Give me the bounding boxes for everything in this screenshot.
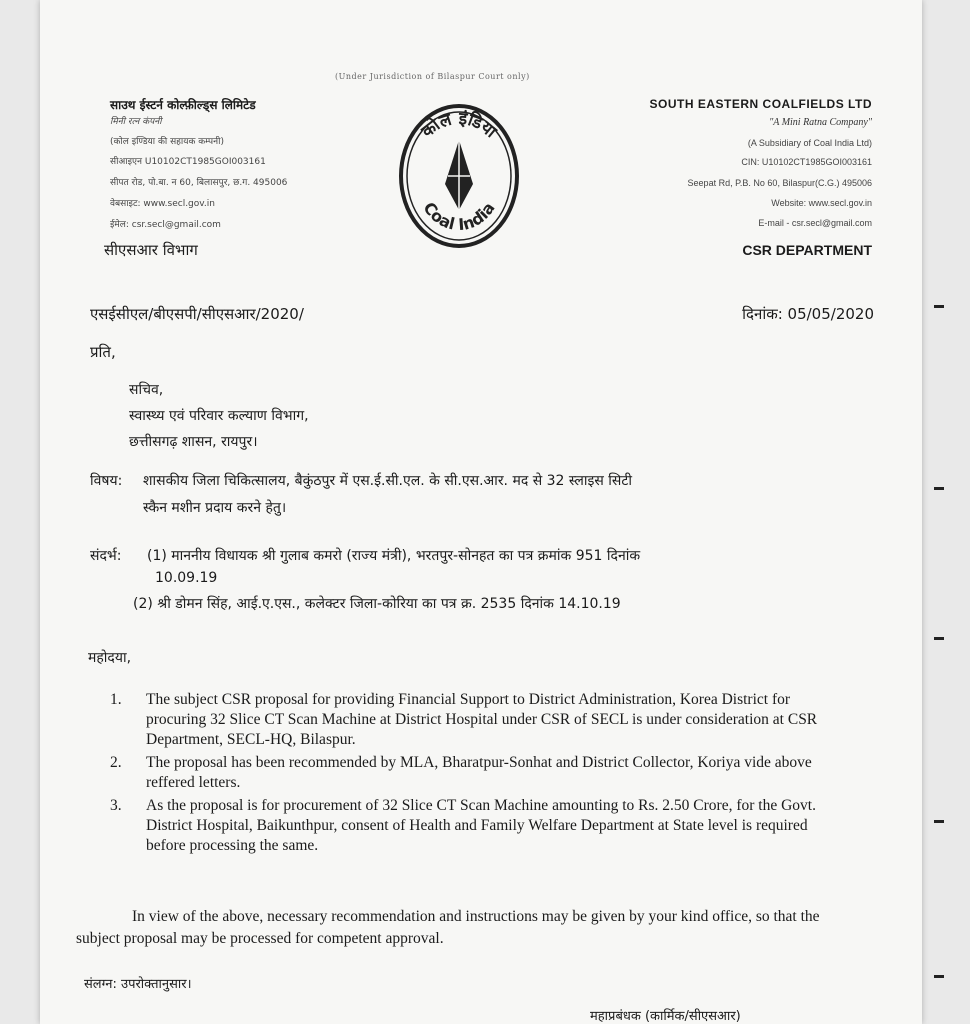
margin-mark bbox=[934, 637, 944, 640]
reference-number: एसईसीएल/बीएसपी/सीएसआर/2020/ bbox=[90, 305, 304, 323]
jurisdiction-note: (Under Jurisdiction of Bilaspur Court only) bbox=[335, 72, 530, 81]
list-item bbox=[110, 753, 830, 793]
email-english: E-mail - csr.secl@gmail.com bbox=[758, 218, 872, 228]
addressee-line: सचिव, bbox=[129, 382, 164, 398]
salutation: महोदया, bbox=[88, 650, 132, 666]
list-item bbox=[110, 690, 830, 750]
department-hindi: सीएसआर विभाग bbox=[104, 241, 198, 259]
to-label: प्रति, bbox=[90, 343, 116, 361]
subsidiary-hindi: (कोल इण्डिया की सहायक कम्पनी) bbox=[110, 137, 224, 147]
cin-english: CIN: U10102CT1985GOI003161 bbox=[741, 157, 872, 167]
reference-item: (2) श्री डोमन सिंह, आई.ए.एस., कलेक्टर जिला-कोरिया का पत्र क्र. 2535 दिनांक 14.10.19 bbox=[133, 596, 621, 612]
company-tagline-hindi: मिनी रत्न कंपनी bbox=[110, 117, 162, 127]
margin-mark bbox=[934, 820, 944, 823]
website-hindi: वेबसाइट: www.secl.gov.in bbox=[110, 199, 215, 209]
company-tagline-english: "A Mini Ratna Company" bbox=[769, 117, 872, 128]
subject-text: शासकीय जिला चिकित्सालय, बैकुंठपुर में एस.ई.सी.एल. के सी.एस.आर. मद से 32 स्लाइस सिटी bbox=[143, 473, 633, 489]
subject-text: स्कैन मशीन प्रदाय करने हेतु। bbox=[143, 500, 287, 516]
company-name-hindi: साउथ ईस्टर्न कोल्फ़ील्ड्स लिमिटेड bbox=[110, 98, 256, 112]
subsidiary-english: (A Subsidiary of Coal India Ltd) bbox=[747, 138, 872, 148]
coal-india-logo bbox=[384, 98, 534, 248]
address-hindi: सीपत रोड, पो.बा. न 60, बिलासपुर, छ.ग. 495006 bbox=[110, 178, 288, 188]
email-hindi: ईमेल: csr.secl@gmail.com bbox=[110, 220, 221, 230]
list-item bbox=[110, 796, 830, 856]
website-english: Website: www.secl.gov.in bbox=[771, 198, 872, 208]
department-english: CSR DEPARTMENT bbox=[742, 242, 872, 258]
closing-paragraph: In view of the above, necessary recommendation and instructions may be given by your kind office, so that the subject proposal may be processed for competent approval. bbox=[76, 908, 820, 947]
addressee-line: स्वास्थ्य एवं परिवार कल्याण विभाग, bbox=[129, 408, 309, 424]
address-english: Seepat Rd, P.B. No 60, Bilaspur(C.G.) 495006 bbox=[687, 178, 872, 188]
company-name-english: SOUTH EASTERN COALFIELDS LTD bbox=[649, 97, 872, 111]
logo-text-english: Coal India bbox=[419, 198, 499, 235]
cin-hindi: सीआइएन U10102CT1985GOI003161 bbox=[110, 157, 266, 167]
addressee-line: छत्तीसगढ़ शासन, रायपुर। bbox=[129, 434, 258, 450]
reference-label: संदर्भ: bbox=[90, 548, 122, 564]
letter-date: दिनांक: 05/05/2020 bbox=[742, 305, 874, 323]
margin-mark bbox=[934, 305, 944, 308]
logo-text-hindi: कोल इंडिया bbox=[418, 108, 501, 143]
point-number: 1. bbox=[110, 691, 122, 708]
enclosure-note: संलग्न: उपरोक्तानुसार। bbox=[84, 977, 192, 992]
point-text: The proposal has been recommended by MLA, Bharatpur-Sonhat and District Collector, Koriya vide above reffered letters. bbox=[146, 754, 812, 791]
reference-item: (1) माननीय विधायक श्री गुलाब कमरो (राज्य मंत्री), भरतपुर-सोनहत का पत्र क्रमांक 951 दिनांक bbox=[147, 548, 641, 564]
reference-item: 10.09.19 bbox=[155, 570, 218, 586]
subject-label: विषय: bbox=[90, 473, 123, 489]
point-number: 2. bbox=[110, 754, 122, 771]
margin-mark bbox=[934, 975, 944, 978]
margin-mark bbox=[934, 487, 944, 490]
numbered-points bbox=[110, 690, 830, 859]
point-number: 3. bbox=[110, 797, 122, 814]
point-text: The subject CSR proposal for providing Financial Support to District Administration, Korea District for procuring 32 Slice CT Scan Machine at District Hospital under CSR of SECL is under consideration at CSR Department, SECL-HQ, Bilaspur. bbox=[146, 691, 818, 748]
point-text: As the proposal is for procurement of 32 Slice CT Scan Machine amounting to Rs. 2.50 Crore, for the Govt. District Hospital, Baikunthpur, consent of Health and Family Welfare Department at State level is required before processing the same. bbox=[146, 797, 816, 854]
signatory-designation: महाप्रबंधक (कार्मिक/सीएसआर) bbox=[590, 1009, 741, 1024]
